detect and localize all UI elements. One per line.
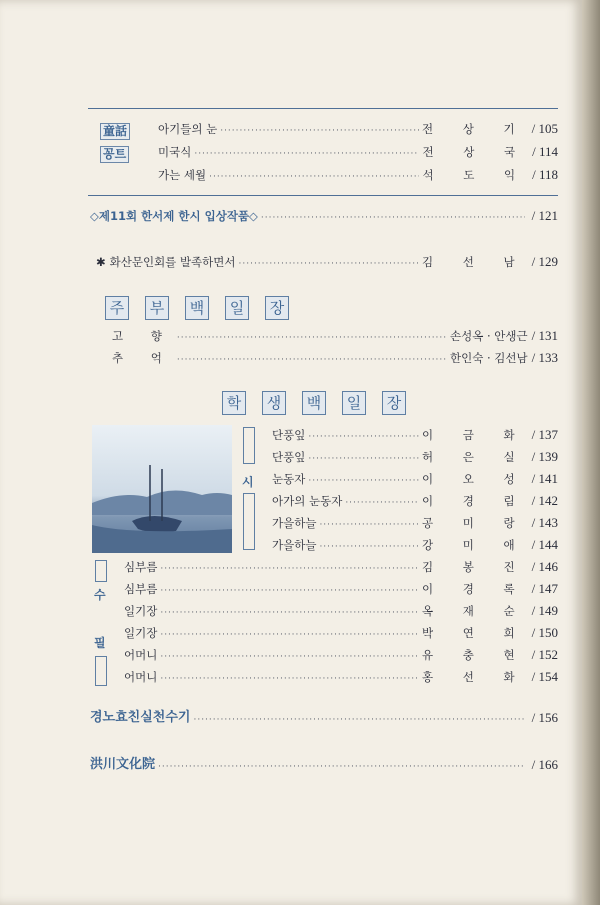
poem-marker-bar — [243, 493, 255, 550]
watercolor-illustration — [92, 425, 232, 553]
toc-entry[interactable]: 일기장 ····· 옥 재 순 / 149 — [124, 603, 558, 619]
toc-entry[interactable]: 미국식 ····· 전 상 국 / 114 — [158, 144, 558, 160]
toc-entry[interactable]: 어머니 ····· 유 충 현 / 152 — [124, 647, 558, 663]
toc-entry[interactable]: 가는 세월 ····· 석 도 익 / 118 — [158, 167, 558, 183]
toc-entry[interactable]: 아기들의 눈 ····· 전 상 기 / 105 — [158, 121, 558, 137]
essay-label-top: 수 — [94, 588, 106, 602]
toc-entry[interactable]: 고 향 ····· 손성옥 · 안생근 / 131 — [112, 328, 558, 344]
toc-entry[interactable]: 추 억 ····· 한인숙 · 김선남 / 133 — [112, 350, 558, 366]
toc-entry[interactable]: 가을하늘 ····· 공 미 랑 / 143 — [272, 515, 558, 531]
section-heading-jubu: 주 부 백 일 장 — [105, 296, 305, 320]
section-heading-haksaeng: 학 생 백 일 장 — [222, 391, 422, 415]
toc-entry-memoir[interactable]: 경노효친실천수기 ····· / 156 — [90, 710, 558, 726]
essay-label-bottom: 필 — [94, 636, 106, 650]
poem-marker-bar — [243, 427, 255, 464]
toc-entry[interactable]: 단풍잎 ····· 허 은 실 / 139 — [272, 449, 558, 465]
toc-entry[interactable]: 가을하늘 ····· 강 미 애 / 144 — [272, 537, 558, 553]
asterisk-icon: ✱ — [96, 255, 106, 269]
toc-entry[interactable]: 어머니 ····· 홍 선 화 / 154 — [124, 669, 558, 685]
essay-marker-bar — [95, 560, 107, 582]
section-rule-1 — [88, 195, 558, 196]
essay-marker-bar — [95, 656, 107, 686]
toc-entry[interactable]: 심부름 ····· 이 경 록 / 147 — [124, 581, 558, 597]
boat-painting-icon — [92, 425, 232, 553]
toc-entry-hanshi[interactable]: ◇제11회 한서제 한시 입상작품◇ ····· / 121 — [90, 208, 558, 224]
poem-label: 시 — [242, 475, 254, 489]
toc-entry-cultural-center[interactable]: 洪川文化院 ····· / 166 — [90, 757, 558, 773]
page-edge — [582, 0, 600, 905]
toc-entry-foreword[interactable]: ✱ 화산문인회를 발족하면서 ····· 김 선 남 / 129 — [96, 254, 558, 270]
toc-entry[interactable]: 심부름 ····· 김 봉 진 / 146 — [124, 559, 558, 575]
toc-entry[interactable]: 단풍잎 ····· 이 금 화 / 137 — [272, 427, 558, 443]
toc-entry[interactable]: 아가의 눈동자 ····· 이 경 림 / 142 — [272, 493, 558, 509]
top-rule — [88, 108, 558, 109]
toc-entry[interactable]: 눈동자 ····· 이 오 성 / 141 — [272, 471, 558, 487]
label-fairy-tale: 童話 — [100, 120, 133, 140]
toc-entry[interactable]: 일기장 ····· 박 연 희 / 150 — [124, 625, 558, 641]
label-short-story: 꽁트 — [100, 143, 132, 163]
